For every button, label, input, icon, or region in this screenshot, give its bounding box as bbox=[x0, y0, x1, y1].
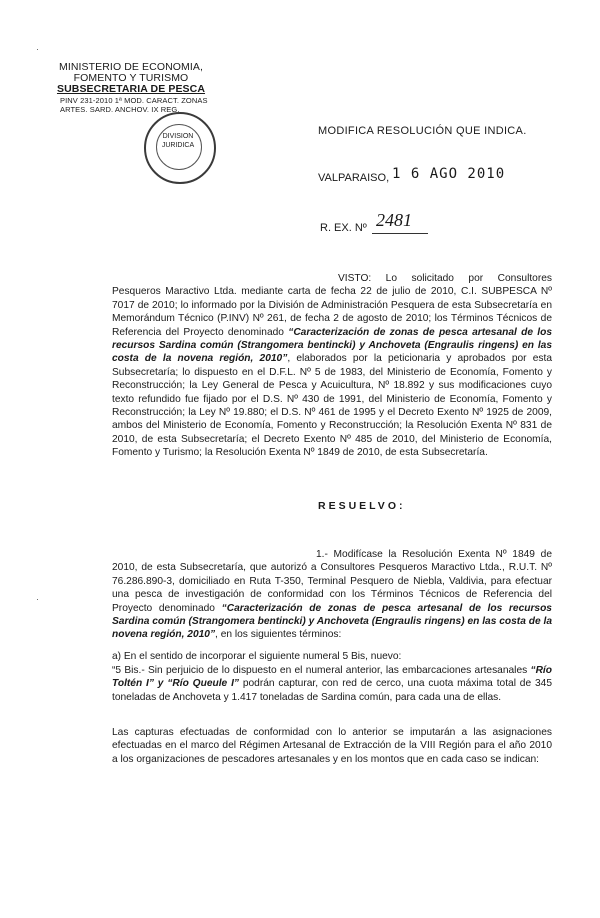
item-a-imputation-paragraph: Las capturas efectuadas de conformidad con lo anterior se imputarán a las asignaciones efectuadas en el marco del Régimen Artesanal de Extracción de la VIII Región para el año 2010 a los organizaciones de pescadores artesanales y en los montos que en cada caso se indican: bbox=[112, 727, 552, 765]
document-title: MODIFICA RESOLUCIÓN QUE INDICA. bbox=[318, 125, 527, 137]
reference-line-2: ARTES. SARD. ANCHOV. IX REG. bbox=[60, 105, 180, 114]
date-stamp: 1 6 AGO 2010 bbox=[392, 166, 506, 182]
article-1-body-rest: , en los siguientes términos: bbox=[215, 629, 342, 641]
visto-text: VISTO: Lo solicitado por Consultores Pesqueros Maractivo Ltda. mediante carta de fecha 22 de julio de 2010, C.I. SUBPESCA Nº 7017 de 2010; lo informado por la División de Administración Pesquera de esta Subsecretaría en Memorándum Técnico (P.INV) Nº 261, de fecha 2 de agosto de 2010; los Términos Técnicos de Referencia del Proyecto denominado bbox=[112, 273, 552, 338]
resuelvo-heading: RESUELVO: bbox=[318, 500, 406, 512]
resolution-number: 2481 bbox=[376, 210, 412, 230]
resolution-label: R. EX. Nº bbox=[320, 222, 367, 234]
article-1-lead: 1.- Modifícase la Resolución Exenta Nº 1849 bbox=[316, 549, 535, 560]
item-a-numeral-5bis bbox=[112, 664, 552, 704]
margin-mark: · bbox=[36, 594, 39, 604]
visto-text-rest: , elaborados por la peticionaria y aprobados por esta Subsecretaría; lo dispuesto en el D.F.L. Nº 5 de 1983, del Ministerio de Economía, Fomento y Reconstrucción; la Ley General de Pesca y Acuicultura, Nº 18.892 y sus modificaciones cuyo texto refundido fue fijado por el D.S. Nº 430 de 1991, del Ministerio de Economía, Fomento y Reconstrucción; la Ley Nº 19.880; el D.S. Nº 461 de 1995 y el Decreto Exento Nº 1925 de 2009, ambos del Ministerio de Economía, Fomento y Reconstrucción; la Resolución Exenta Nº 831 de 2010, de esta Subsecretaría; el Decreto Exento Nº 485 de 2010, del Ministerio de Economía, Fomento y Turismo; la Resolución Exenta Nº 1849 de 2010, de esta Subsecretaría. bbox=[112, 353, 552, 459]
resolution-underline bbox=[372, 233, 428, 234]
stamp-label-line-1: DIVISION bbox=[162, 133, 194, 140]
article-1-project-title: “Caracterización de zonas de pesca artesanal de los recursos Sardina común (Strangomera bentincki) y Anchoveta (Engraulis ringens) en las costa de la novena región, 2010” bbox=[112, 602, 552, 641]
subsecretaria-line: SUBSECRETARIA DE PESCA bbox=[56, 83, 206, 95]
place-label: VALPARAISO, bbox=[318, 172, 390, 184]
article-1-paragraph bbox=[112, 548, 552, 642]
item-a-intro: a) En el sentido de incorporar el siguiente numeral 5 Bis, nuevo: bbox=[112, 651, 402, 662]
numeral-5bis-rest: podrán capturar, con red de cerco, una cuota máxima total de 345 toneladas de Anchoveta y 1.417 toneladas de Sardina común, para cada una de ellas. bbox=[112, 678, 552, 703]
article-1-body: de 2010, de esta Subsecretaría, que autorizó a Consultores Pesqueros Maractivo Ltda., R.U.T. Nº 76.286.890-3, domiciliado en Ruta T-350, Terminal Pesquero de Niebla, Valdivia, para efectuar una pesca de investigación de conformidad con los Términos Técnicos de Referencia del Proyecto denominado bbox=[112, 549, 552, 614]
ministry-line-2: FOMENTO Y TURISMO bbox=[73, 72, 189, 84]
numeral-5bis-text: “5 Bis.- Sin perjuicio de lo dispuesto en el numeral anterior, las embarcaciones artesanales bbox=[112, 665, 531, 676]
visto-paragraph bbox=[112, 272, 552, 460]
visto-project-title: “Caracterización de zonas de pesca artesanal de los recursos Sardina común (Strangomera bentincki) y Anchoveta (Engraulis ringens) en las costa de la novena región, 2010” bbox=[112, 326, 552, 365]
reference-line-1: PINV 231-2010 1ª MOD. CARACT. ZONAS bbox=[60, 96, 208, 105]
stamp-label bbox=[152, 132, 204, 150]
stamp-label-line-2: JURIDICA bbox=[161, 142, 195, 149]
margin-mark: · bbox=[36, 44, 39, 54]
vessel-names: “Río Toltén I” y “Río Queule I” bbox=[112, 665, 552, 690]
ministry-line-1: MINISTERIO DE ECONOMIA, bbox=[58, 61, 204, 73]
